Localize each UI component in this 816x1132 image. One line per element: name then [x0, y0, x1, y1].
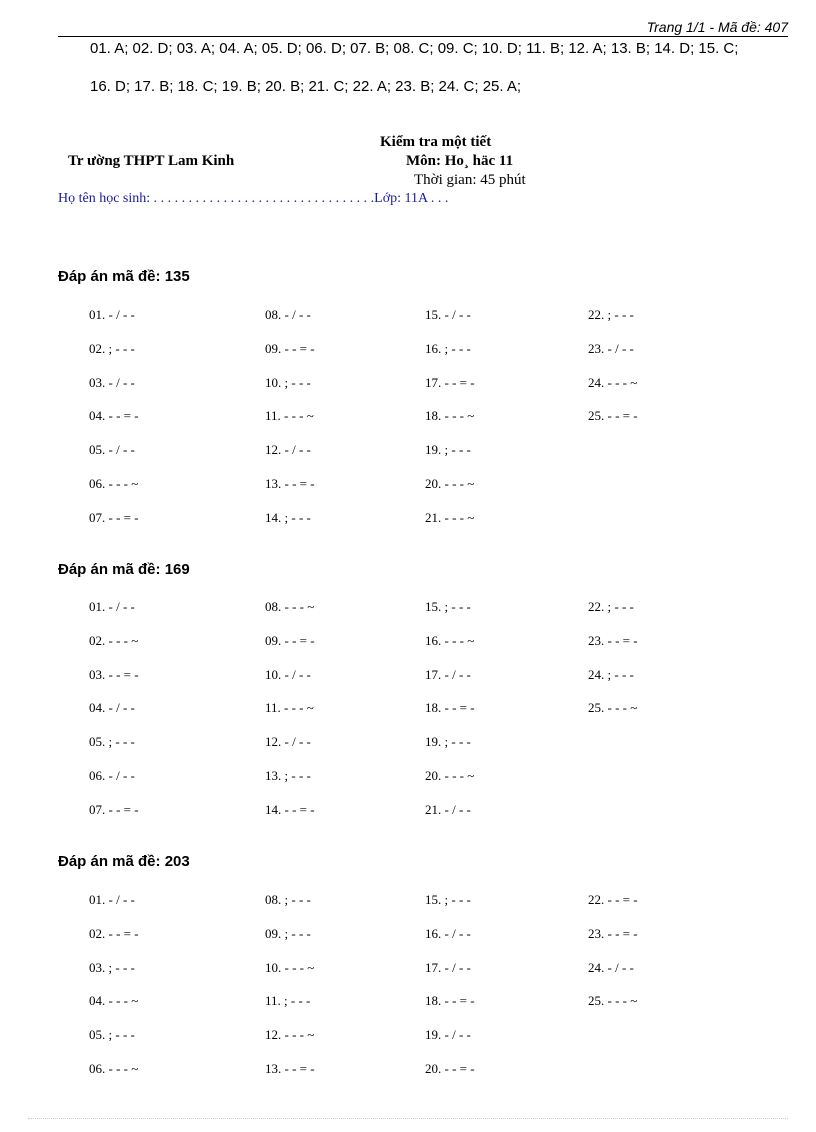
answer-cell: 23. - / - - [588, 340, 634, 356]
student-info-line: Họ tên học sinh: . . . . . . . . . . . . . . . . . . . . . . . . . . . . . . . .Lớp: 11A . . . [58, 191, 449, 206]
answer-cell: 25. - - = - [588, 408, 638, 424]
answer-grid-203 [89, 892, 709, 1132]
answer-cell: 13. - - = - [265, 476, 315, 491]
exam-title: Kiểm tra một tiết [380, 134, 492, 150]
answer-cell: 14. ; - - - [265, 509, 311, 525]
exam-time: Thời gian: 45 phút [414, 172, 526, 188]
answer-cell: 10. - / - - [265, 666, 311, 682]
answer-cell: 14. - - = - [265, 801, 315, 817]
answer-cell: 06. - / - - [89, 768, 135, 783]
answer-cell: 22. ; - - - [588, 599, 634, 614]
answer-cell: 19. ; - - - [425, 734, 471, 750]
answer-cell: 12. - / - - [265, 734, 311, 750]
answer-cell: 16. - - - ~ [425, 632, 475, 648]
footer-rule [28, 1118, 788, 1119]
answer-cell: 12. - / - - [265, 442, 311, 458]
answer-cell: 11. - - - ~ [265, 700, 314, 716]
answer-cell: 15. ; - - - [425, 892, 471, 907]
section-title-169: Đáp án mã đề: 169 [58, 561, 190, 578]
answer-cell: 21. - / - - [425, 801, 471, 817]
answer-cell: 07. - - = - [89, 509, 139, 525]
answer-cell: 11. ; - - - [265, 993, 311, 1009]
answer-cell: 17. - / - - [425, 666, 471, 682]
answer-cell: 05. ; - - - [89, 1027, 135, 1043]
answer-cell: 02. - - = - [89, 925, 139, 941]
section-title-135: Đáp án mã đề: 135 [58, 268, 190, 285]
answer-cell: 24. - - - ~ [588, 374, 638, 390]
answer-cell: 01. - / - - [89, 307, 135, 322]
answer-cell: 06. - - - ~ [89, 1061, 139, 1076]
exam-subject: Môn: Ho¸ häc 11 [406, 153, 514, 169]
answer-cell: 10. - - - ~ [265, 959, 315, 975]
answer-cell: 19. - / - - [425, 1027, 471, 1043]
answer-cell: 02. - - - ~ [89, 632, 139, 648]
answer-cell: 22. - - = - [588, 892, 638, 907]
answer-cell: 12. - - - ~ [265, 1027, 315, 1043]
answer-cell: 19. ; - - - [425, 442, 471, 458]
answer-cell: 01. - / - - [89, 599, 135, 614]
answer-cell: 17. - - = - [425, 374, 475, 390]
answer-cell: 03. - / - - [89, 374, 135, 390]
answer-cell: 06. - - - ~ [89, 476, 139, 491]
answer-cell: 24. - / - - [588, 959, 634, 975]
answer-cell: 20. - - - ~ [425, 768, 475, 783]
section-title-203: Đáp án mã đề: 203 [58, 853, 190, 870]
answer-key-line-1: 01. A; 02. D; 03. A; 04. A; 05. D; 06. D; 07. B; 08. C; 09. C; 10. D; 11. B; 12. A; 13. B; 14. D; 15. C; [90, 40, 739, 57]
answer-cell: 08. ; - - - [265, 892, 311, 907]
answer-cell: 04. - - - ~ [89, 993, 139, 1009]
answer-cell: 03. - - = - [89, 666, 139, 682]
answer-cell: 05. - / - - [89, 442, 135, 458]
answer-cell: 08. - - - ~ [265, 599, 315, 614]
answer-cell: 23. - - = - [588, 632, 638, 648]
answer-cell: 18. - - = - [425, 993, 475, 1009]
answer-cell: 15. - / - - [425, 307, 471, 322]
answer-cell: 09. ; - - - [265, 925, 311, 941]
answer-cell: 13. ; - - - [265, 768, 311, 783]
answer-cell: 21. - - - ~ [425, 509, 475, 525]
answer-cell: 09. - - = - [265, 632, 315, 648]
answer-cell: 16. ; - - - [425, 340, 471, 356]
answer-cell: 04. - - = - [89, 408, 139, 424]
answer-cell: 11. - - - ~ [265, 408, 314, 424]
answer-cell: 01. - / - - [89, 892, 135, 907]
answer-cell: 24. ; - - - [588, 666, 634, 682]
answer-cell: 23. - - = - [588, 925, 638, 941]
answer-cell: 22. ; - - - [588, 307, 634, 322]
answer-cell: 17. - / - - [425, 959, 471, 975]
answer-cell: 02. ; - - - [89, 340, 135, 356]
answer-grid-169 [89, 599, 709, 839]
answer-cell: 05. ; - - - [89, 734, 135, 750]
answer-cell: 25. - - - ~ [588, 993, 638, 1009]
school-name: Tr ường THPT Lam Kinh [68, 153, 235, 169]
answer-cell: 18. - - - ~ [425, 408, 475, 424]
answer-cell: 20. - - = - [425, 1061, 475, 1076]
answer-cell: 13. - - = - [265, 1061, 315, 1076]
answer-grid-135 [89, 307, 709, 547]
answer-cell: 08. - / - - [265, 307, 311, 322]
answer-cell: 07. - - = - [89, 801, 139, 817]
page-header: Trang 1/1 - Mã đề: 407 [58, 18, 788, 37]
answer-key-line-2: 16. D; 17. B; 18. C; 19. B; 20. B; 21. C; 22. A; 23. B; 24. C; 25. A; [90, 78, 522, 95]
answer-cell: 04. - / - - [89, 700, 135, 716]
answer-cell: 10. ; - - - [265, 374, 311, 390]
answer-cell: 03. ; - - - [89, 959, 135, 975]
answer-cell: 15. ; - - - [425, 599, 471, 614]
answer-cell: 18. - - = - [425, 700, 475, 716]
answer-cell: 16. - / - - [425, 925, 471, 941]
answer-cell: 25. - - - ~ [588, 700, 638, 716]
answer-cell: 09. - - = - [265, 340, 315, 356]
answer-cell: 20. - - - ~ [425, 476, 475, 491]
